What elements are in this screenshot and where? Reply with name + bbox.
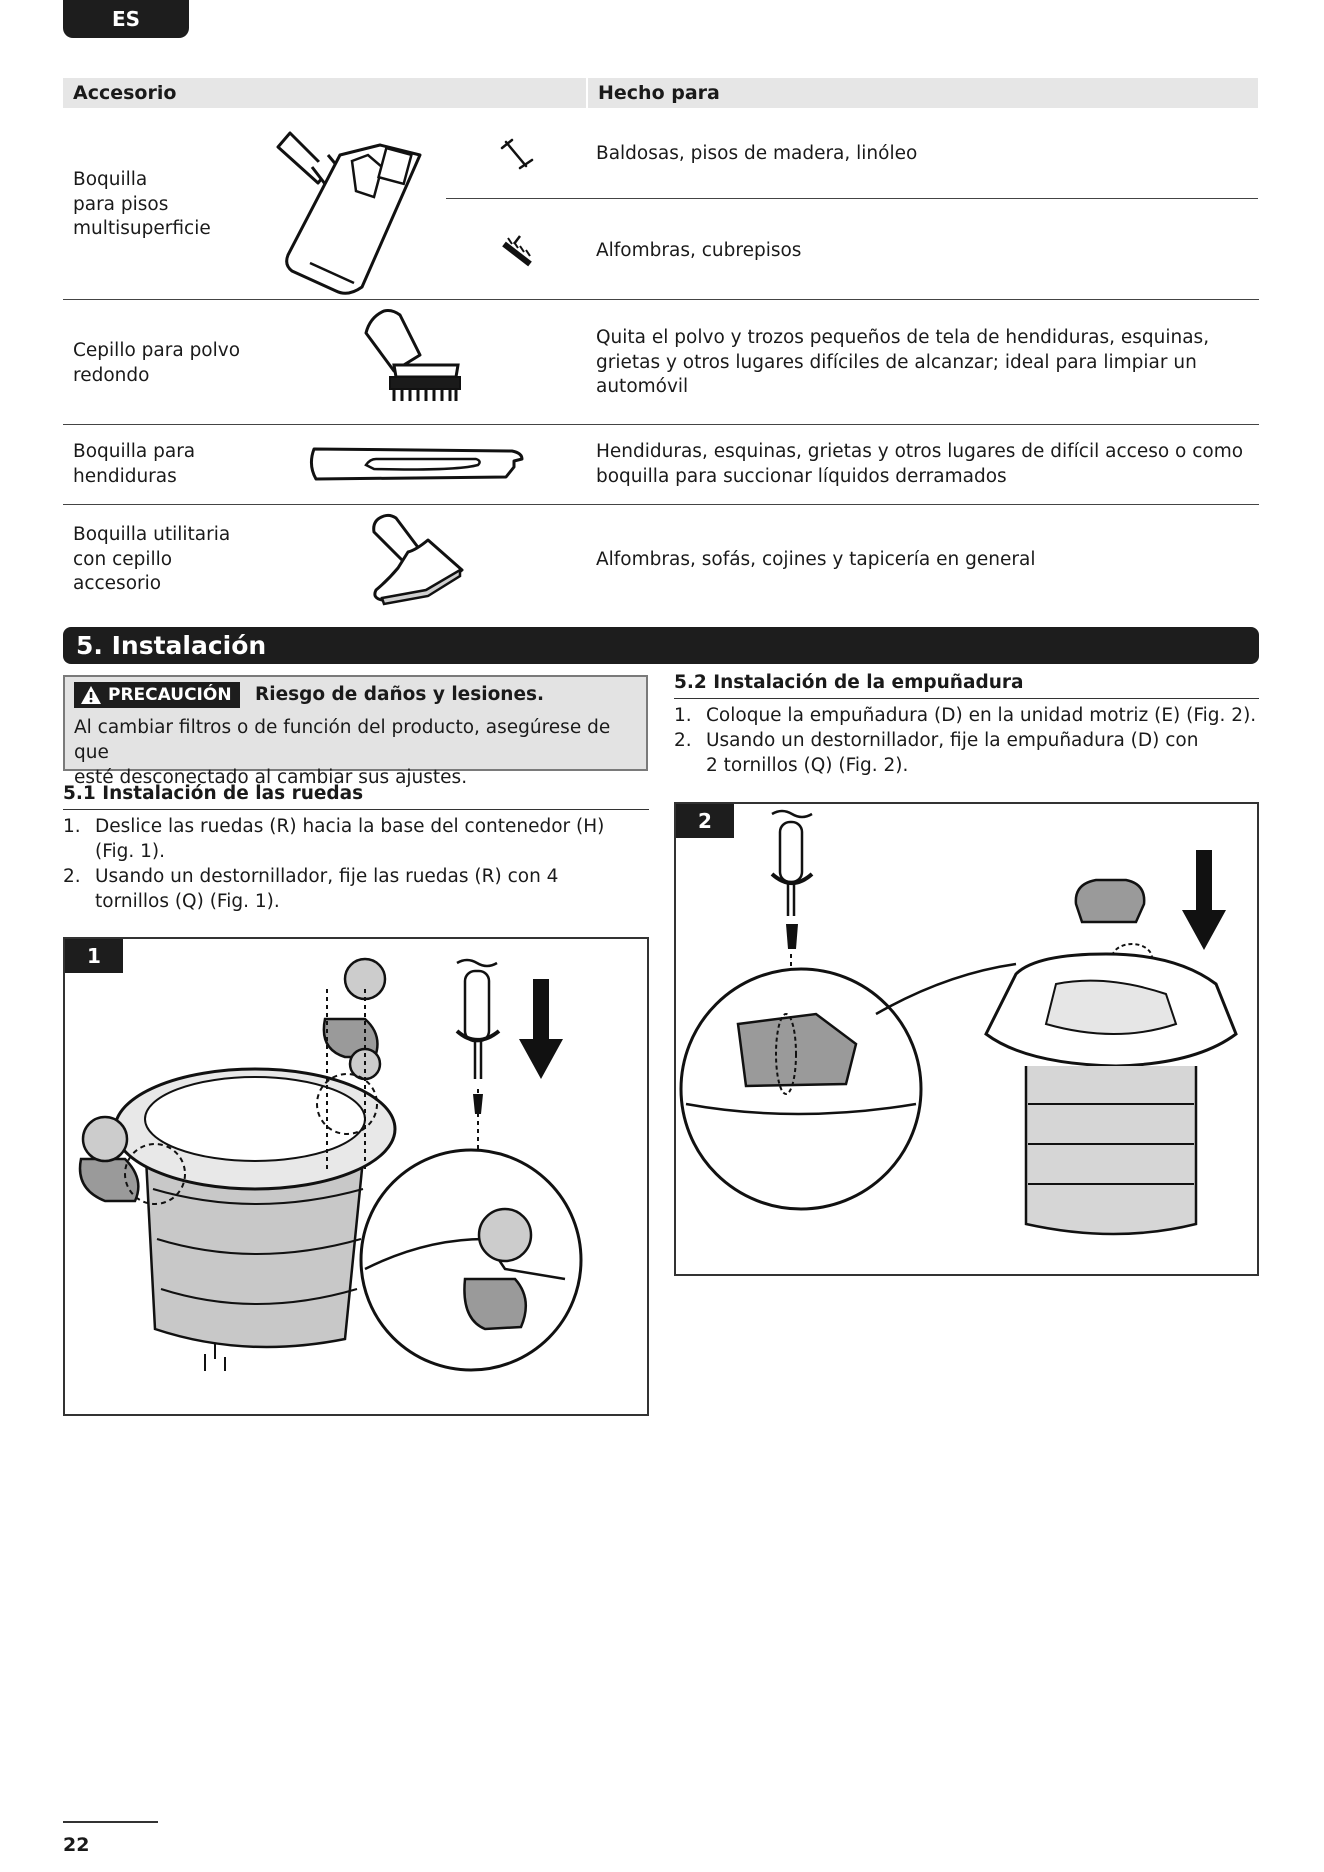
accessory-use: Alfombras, sofás, cojines y tapicería en general xyxy=(596,549,1036,570)
divider xyxy=(63,504,1259,505)
hard-floor-mode-icon xyxy=(500,138,536,172)
divider xyxy=(446,198,1258,199)
accessory-use: Quita el polvo y trozos pequeños de tela de hendiduras, esquinas, grietas y otros lugares difíciles de alcanzar; ideal para limpiar un automóvil xyxy=(596,327,1210,397)
language-tab: ES xyxy=(63,0,189,38)
list-item: 1. Coloque la empuñadura (D) en la unidad motriz (E) (Fig. 2). xyxy=(674,705,1257,726)
table-header-made-for: Hecho para xyxy=(588,78,1258,108)
accessory-use: Hendiduras, esquinas, grietas y otros lugares de difícil acceso o como boquilla para succionar líquidos derramados xyxy=(596,441,1244,487)
footer-divider xyxy=(63,1821,158,1823)
warning-icon xyxy=(80,685,102,705)
accessory-use: Alfombras, cubrepisos xyxy=(596,240,802,261)
accessory-use: Baldosas, pisos de madera, linóleo xyxy=(596,143,918,164)
list-item: 2. Usando un destornillador, fije las ruedas (R) con 4 tornillos (Q) (Fig. 1). xyxy=(63,866,559,912)
table-header-accessory: Accesorio xyxy=(63,78,586,108)
caution-title: Riesgo de daños y lesiones. xyxy=(255,684,545,705)
handle-installation-illustration xyxy=(676,804,1261,1278)
wheel-installation-illustration xyxy=(65,939,651,1418)
caution-badge xyxy=(74,682,240,708)
handle-subtitle: 5.2 Instalación de la empuñadura xyxy=(674,671,1259,699)
accessory-name: Cepillo para polvo redondo xyxy=(73,340,241,386)
list-item: 1. Deslice las ruedas (R) hacia la base del contenedor (H) (Fig. 1). xyxy=(63,816,605,862)
accessory-name: Boquilla para pisos multisuperficie xyxy=(73,169,211,239)
handle-steps xyxy=(674,703,1259,778)
accessory-name: Boquilla utilitaria con cepillo accesorio xyxy=(73,524,231,594)
divider xyxy=(63,299,1259,300)
caution-badge-label: PRECAUCIÓN xyxy=(108,685,232,705)
figure-1 xyxy=(63,937,649,1416)
page-number: 22 xyxy=(63,1834,90,1856)
figure-label: 2 xyxy=(676,804,734,838)
divider xyxy=(63,424,1259,425)
section-title: 5. Instalación xyxy=(63,627,1259,664)
wheels-steps xyxy=(63,814,649,914)
figure-2 xyxy=(674,802,1259,1276)
caution-body: Al cambiar filtros o de función del producto, asegúrese de que esté desconectado al cambiar sus ajustes. xyxy=(74,717,611,788)
accessory-name: Boquilla para hendiduras xyxy=(73,441,196,487)
utility-nozzle-icon xyxy=(368,510,468,608)
caution-box xyxy=(63,675,648,788)
wheels-subtitle: 5.1 Instalación de las ruedas xyxy=(63,782,649,810)
crevice-tool-icon xyxy=(306,443,526,485)
dusting-brush-icon xyxy=(360,305,470,410)
carpet-mode-icon xyxy=(500,232,536,268)
floor-nozzle-icon xyxy=(270,115,425,295)
figure-label: 1 xyxy=(65,939,123,973)
list-item: 2. Usando un destornillador, fije la empuñadura (D) con 2 tornillos (Q) (Fig. 2). xyxy=(674,730,1199,776)
